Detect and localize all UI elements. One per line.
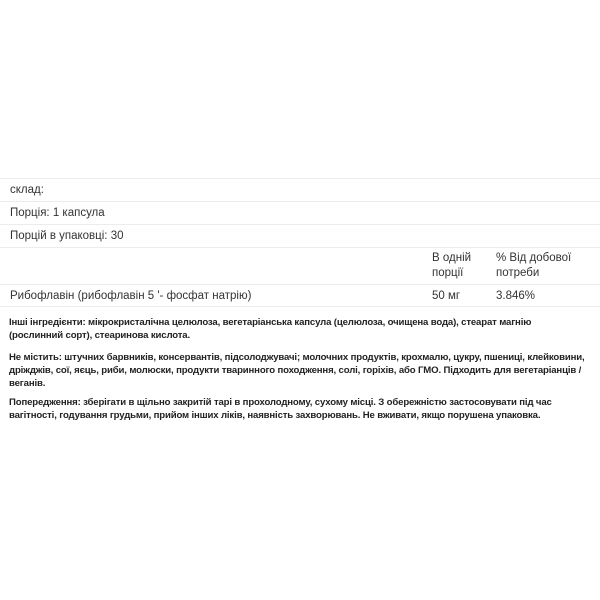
dv-header (496, 251, 571, 281)
text-line: Попередження: зберігати в щільно закритій тарі в прохолодному, сухому місці. З обережністю застосовувати під час (9, 397, 552, 408)
table-header (0, 247, 600, 284)
text-line: веганів. (9, 378, 46, 389)
nutrient-amount: 50 мг (432, 290, 461, 302)
amount-header-line: порції (432, 267, 464, 279)
other-ingredients (9, 316, 531, 342)
text-line: вагітності, годування грудьми, прийом інших ліків, наявність захворювань. Не вживати, якщо порушена упаковка. (9, 410, 541, 421)
table-title: склад: (0, 178, 600, 201)
nutrient-dv: 3.846% (496, 290, 536, 302)
amount-header (432, 251, 471, 281)
text-line: Інші інгредієнти: мікрокристалічна целюлоза, вегетаріанська капсула (целюлоза, очищена вода), стеарат магнію (9, 317, 532, 328)
nutrient-name: Рибофлавін (рибофлавін 5 '- фосфат натрію) (10, 290, 252, 302)
amount-header-line: В одній (432, 252, 472, 264)
text-line: дріжджів, сої, яєць, риби, молюски, продукти тваринного походження, солі, горіхів, або ГМО. Підходить для вегетаріанців / (9, 365, 582, 376)
text-line: (рослинний сорт), стеаринова кислота. (9, 330, 190, 341)
supplement-facts-table (0, 178, 600, 307)
servings-per-container: Порцій в упаковці: 30 (0, 224, 600, 247)
table-row (0, 284, 600, 307)
serving-size: Порція: 1 капсула (0, 201, 600, 224)
dv-header-line: потреби (496, 267, 540, 279)
dv-header-line: % Від добової (496, 252, 572, 264)
text-line: Не містить: штучних барвників, консервантів, підсолоджувачі; молочних продуктів, крохмалю, цукру, пшениці, клейковини, (9, 352, 585, 363)
free-from (9, 351, 585, 390)
warning (9, 396, 552, 422)
